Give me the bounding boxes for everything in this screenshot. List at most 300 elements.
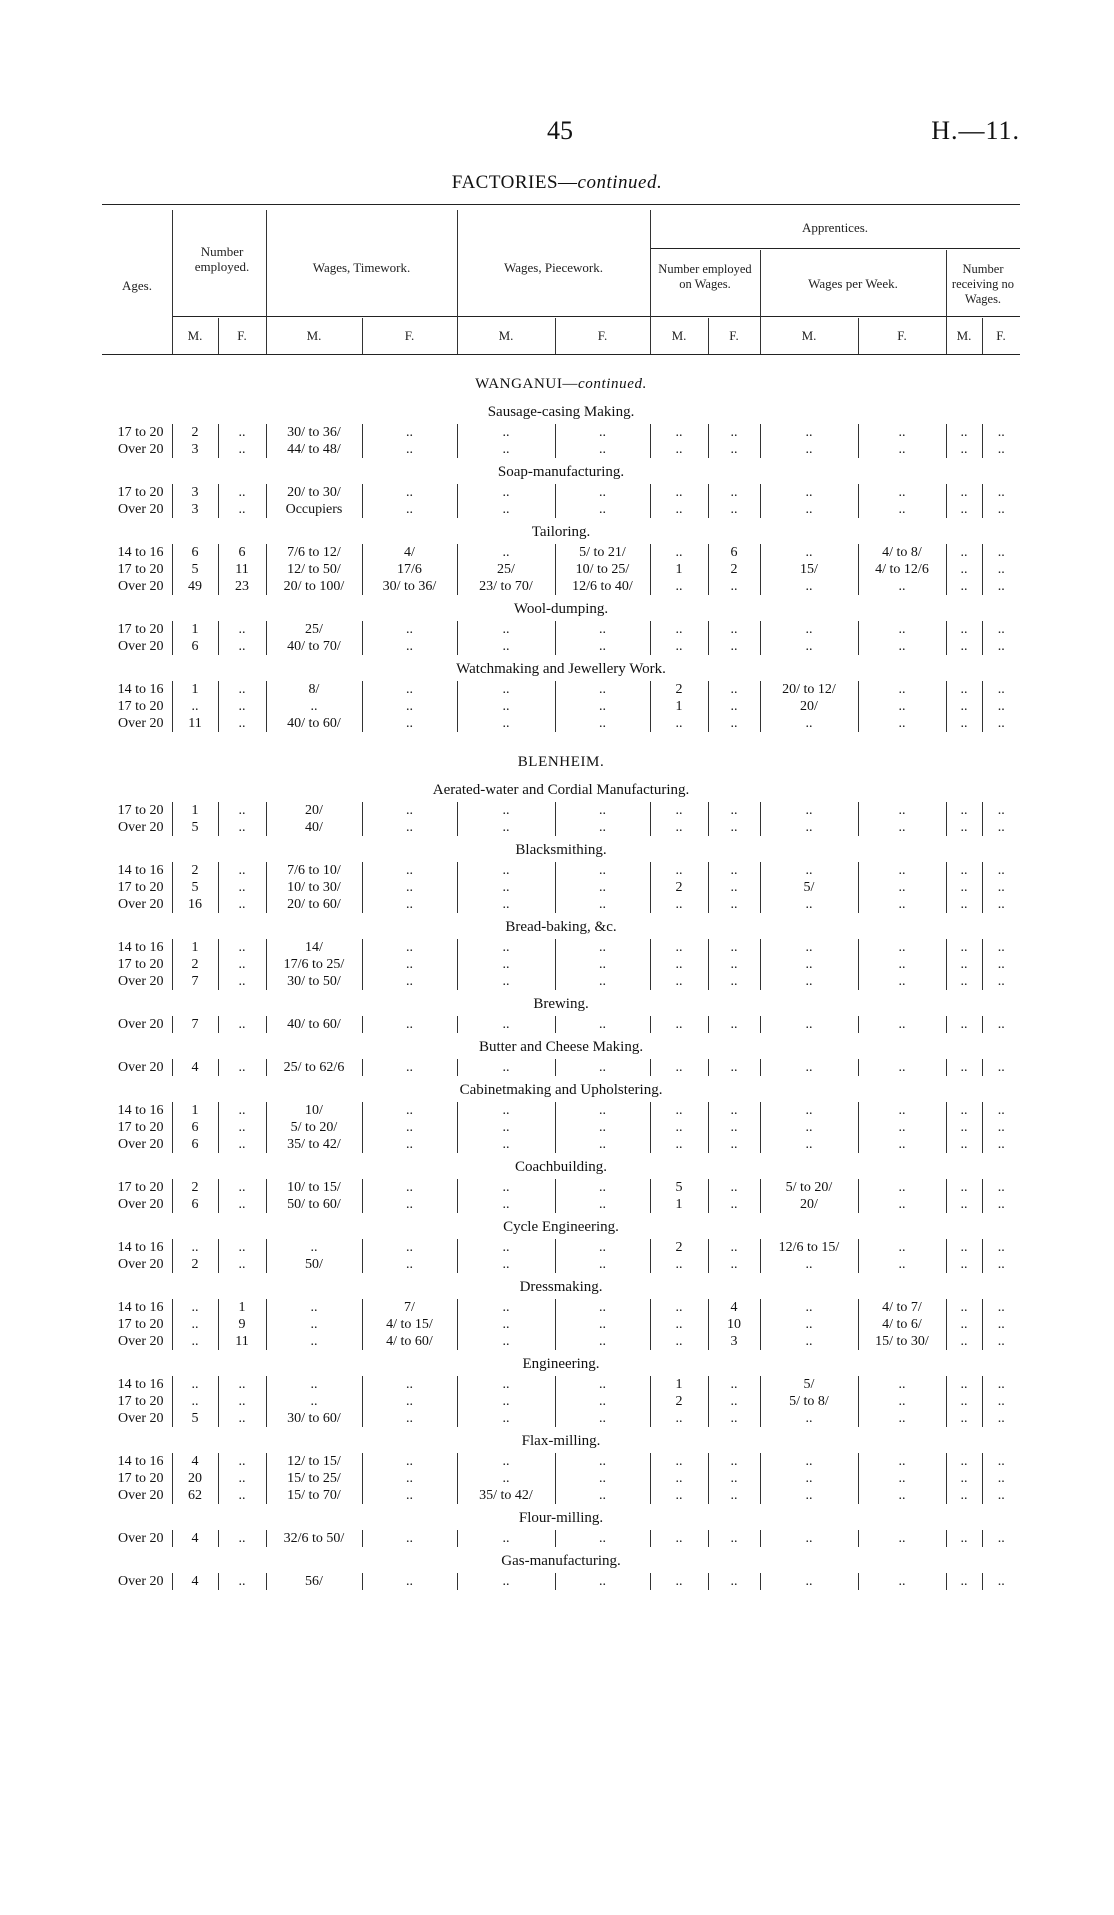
table-cell: 40/	[266, 819, 362, 836]
table-cell: ..	[650, 802, 708, 819]
industry-heading-row	[102, 1153, 1020, 1179]
header-bottom-rule	[102, 354, 1020, 355]
age-cell: 17 to 20	[117, 1471, 164, 1486]
table-cell: ..	[946, 1376, 982, 1393]
table-cell: ..	[555, 862, 650, 879]
table-cell: ..	[946, 698, 982, 715]
table-cell: ..	[760, 544, 858, 561]
table-cell: ..	[858, 802, 946, 819]
table-cell: ..	[218, 1530, 266, 1547]
table-cell: ..	[708, 1196, 760, 1213]
table-cell: ..	[650, 896, 708, 913]
table-cell: 40/ to 70/	[266, 638, 362, 655]
table-cell: ..	[982, 501, 1020, 518]
table-cell: 12/6 to 40/	[555, 578, 650, 595]
table-cell: ..	[555, 1573, 650, 1590]
table-cell: 6	[172, 544, 218, 561]
table-cell: 11	[218, 561, 266, 578]
table-cell: ..	[858, 1119, 946, 1136]
table-row	[102, 1256, 1020, 1273]
table-cell: 6	[172, 1196, 218, 1213]
header-wages-per-week: Wages per Week.	[808, 276, 898, 291]
age-cell: Over 20	[118, 1531, 164, 1546]
industry-heading: Cabinetmaking and Upholstering.	[459, 1082, 663, 1098]
table-cell: 4/ to 15/	[362, 1316, 457, 1333]
industry-heading-row	[102, 990, 1020, 1016]
table-cell: ..	[708, 441, 760, 458]
table-cell: ..	[946, 441, 982, 458]
table-cell: ..	[708, 621, 760, 638]
age-cell: Over 20	[118, 1017, 164, 1032]
table-cell: 49	[172, 578, 218, 595]
header-m: M.	[671, 328, 687, 343]
table-cell: ..	[858, 1256, 946, 1273]
table-cell: ..	[858, 424, 946, 441]
table-cell: ..	[760, 973, 858, 990]
table-cell: ..	[946, 1393, 982, 1410]
industry-heading-row	[102, 1033, 1020, 1059]
table-cell: ..	[946, 819, 982, 836]
table-cell: ..	[982, 1470, 1020, 1487]
age-cell: 17 to 20	[117, 957, 164, 972]
table-cell: ..	[650, 1119, 708, 1136]
table-cell: 10	[708, 1316, 760, 1333]
table-cell: 10/ to 25/	[555, 561, 650, 578]
table-cell: ..	[457, 621, 555, 638]
age-cell: 14 to 16	[117, 1240, 164, 1255]
table-cell: ..	[172, 1376, 218, 1393]
table-cell: ..	[218, 424, 266, 441]
table-cell: ..	[946, 484, 982, 501]
table-cell: 20/ to 60/	[266, 896, 362, 913]
table-cell: ..	[982, 1136, 1020, 1153]
table-cell: ..	[760, 1059, 858, 1076]
table-cell: 7/6 to 12/	[266, 544, 362, 561]
table-cell: ..	[760, 802, 858, 819]
table-cell: ..	[858, 681, 946, 698]
table-cell: ..	[760, 862, 858, 879]
table-cell: ..	[457, 1016, 555, 1033]
table-row	[102, 956, 1020, 973]
table-cell: ..	[362, 1573, 457, 1590]
table-cell: ..	[946, 1410, 982, 1427]
table-cell: ..	[457, 1196, 555, 1213]
table-cell: ..	[218, 441, 266, 458]
table-cell: ..	[218, 973, 266, 990]
table-row	[102, 1059, 1020, 1076]
header-wages-piecework: Wages, Piecework.	[504, 260, 603, 275]
table-row	[102, 638, 1020, 655]
table-cell: ..	[858, 1102, 946, 1119]
table-cell: ..	[266, 698, 362, 715]
age-cell: Over 20	[118, 1411, 164, 1426]
table-cell: ..	[266, 1393, 362, 1410]
table-cell: 30/ to 60/	[266, 1410, 362, 1427]
industry-heading-row	[102, 1213, 1020, 1239]
table-cell: ..	[555, 1470, 650, 1487]
table-cell: ..	[457, 1136, 555, 1153]
table-cell: ..	[858, 621, 946, 638]
table-cell: ..	[457, 819, 555, 836]
table-cell: 1	[172, 802, 218, 819]
table-cell: ..	[760, 1256, 858, 1273]
header-ages: Ages.	[122, 278, 152, 293]
table-cell: ..	[457, 1179, 555, 1196]
table-cell: ..	[555, 638, 650, 655]
age-cell: 14 to 16	[117, 1103, 164, 1118]
table-cell: ..	[982, 1179, 1020, 1196]
table-cell: ..	[555, 1316, 650, 1333]
header-number-employed: Number employed.	[194, 244, 250, 274]
table-cell: 5	[172, 879, 218, 896]
table-cell: ..	[760, 1487, 858, 1504]
table-cell: ..	[982, 802, 1020, 819]
table-cell: ..	[946, 896, 982, 913]
table-cell: ..	[555, 621, 650, 638]
table-cell: ..	[858, 879, 946, 896]
table-cell: ..	[650, 1256, 708, 1273]
table-cell: ..	[555, 1393, 650, 1410]
table-cell: ..	[982, 1410, 1020, 1427]
table-cell: ..	[218, 802, 266, 819]
table-cell: ..	[760, 578, 858, 595]
industry-heading: Dressmaking.	[519, 1279, 603, 1295]
table-cell: ..	[457, 424, 555, 441]
table-cell: ..	[457, 638, 555, 655]
header-f: F.	[237, 328, 247, 343]
table-cell: ..	[982, 973, 1020, 990]
table-cell: 2	[172, 424, 218, 441]
table-cell: ..	[982, 681, 1020, 698]
table-cell: ..	[362, 1453, 457, 1470]
table-cell: Occupiers	[266, 501, 362, 518]
table-cell: ..	[858, 1179, 946, 1196]
table-cell: ..	[362, 484, 457, 501]
table-cell: 4	[708, 1299, 760, 1316]
header-f: F.	[597, 328, 608, 343]
table-cell: ..	[650, 501, 708, 518]
table-cell: 6	[172, 638, 218, 655]
table-cell: 4	[172, 1059, 218, 1076]
table-cell: 30/ to 36/	[266, 424, 362, 441]
table-row	[102, 862, 1020, 879]
table-cell: ..	[362, 1196, 457, 1213]
table-cell: ..	[218, 956, 266, 973]
age-cell: Over 20	[118, 1334, 164, 1349]
table-cell: ..	[982, 1059, 1020, 1076]
industry-heading: Flour-milling.	[518, 1510, 604, 1526]
table-cell: ..	[650, 1487, 708, 1504]
table-row	[102, 1239, 1020, 1256]
section-heading-row	[102, 364, 1020, 398]
table-cell: ..	[362, 698, 457, 715]
table-cell: ..	[708, 939, 760, 956]
table-cell: ..	[266, 1376, 362, 1393]
table-cell: 6	[172, 1136, 218, 1153]
table-row	[102, 1393, 1020, 1410]
age-cell: 17 to 20	[117, 485, 164, 500]
table-cell: ..	[708, 501, 760, 518]
table-cell: ..	[457, 1119, 555, 1136]
table-cell: ..	[708, 802, 760, 819]
table-cell: ..	[858, 1573, 946, 1590]
table-cell: 4/	[362, 544, 457, 561]
table-cell: 62	[172, 1487, 218, 1504]
table-cell: ..	[218, 1410, 266, 1427]
table-cell: ..	[982, 1239, 1020, 1256]
industry-heading-row	[102, 655, 1020, 681]
header-m: M.	[956, 328, 972, 343]
table-cell: ..	[708, 1016, 760, 1033]
industry-heading-row	[102, 518, 1020, 544]
table-cell: ..	[760, 638, 858, 655]
table-cell: 5/ to 8/	[760, 1393, 858, 1410]
table-cell: ..	[982, 1393, 1020, 1410]
table-cell: ..	[858, 501, 946, 518]
table-cell: ..	[760, 484, 858, 501]
table-cell: ..	[858, 939, 946, 956]
table-cell: 20/ to 12/	[760, 681, 858, 698]
table-cell: ..	[650, 1016, 708, 1033]
table-cell: 12/6 to 15/	[760, 1239, 858, 1256]
table-cell: ..	[362, 1376, 457, 1393]
table-cell: ..	[760, 1333, 858, 1350]
table-cell: ..	[555, 819, 650, 836]
table-cell: 25/ to 62/6	[266, 1059, 362, 1076]
table-cell: ..	[858, 484, 946, 501]
table-cell: ..	[946, 1059, 982, 1076]
table-cell: ..	[946, 802, 982, 819]
age-cell: 14 to 16	[117, 545, 164, 560]
table-cell: ..	[362, 1059, 457, 1076]
table-cell: ..	[760, 1136, 858, 1153]
table-cell: ..	[982, 638, 1020, 655]
table-row	[102, 1333, 1020, 1350]
industry-heading: Coachbuilding.	[514, 1159, 608, 1175]
table-cell: ..	[218, 1016, 266, 1033]
table-cell: 2	[650, 879, 708, 896]
age-cell: 14 to 16	[117, 1377, 164, 1392]
table-cell: ..	[218, 1239, 266, 1256]
table-cell: ..	[760, 1453, 858, 1470]
table-cell: ..	[555, 1530, 650, 1547]
table-cell: ..	[362, 715, 457, 732]
table-row	[102, 681, 1020, 698]
table-cell: ..	[172, 1239, 218, 1256]
table-cell: ..	[982, 1376, 1020, 1393]
table-cell: ..	[362, 681, 457, 698]
table-cell: ..	[650, 1299, 708, 1316]
table-cell: ..	[946, 638, 982, 655]
table-cell: ..	[172, 1316, 218, 1333]
header-m: M.	[801, 328, 817, 343]
table-cell: ..	[760, 956, 858, 973]
table-cell: ..	[760, 1470, 858, 1487]
table-cell: ..	[708, 819, 760, 836]
table-cell: ..	[218, 1256, 266, 1273]
table-cell: 35/ to 42/	[457, 1487, 555, 1504]
table-cell: ..	[218, 1470, 266, 1487]
table-cell: ..	[982, 544, 1020, 561]
table-cell: 3	[172, 501, 218, 518]
table-cell: ..	[982, 956, 1020, 973]
table-cell: ..	[218, 1059, 266, 1076]
table-cell: 25/	[266, 621, 362, 638]
table-cell: 15/ to 30/	[858, 1333, 946, 1350]
table-cell: ..	[708, 578, 760, 595]
table-row	[102, 896, 1020, 913]
table-cell: ..	[457, 698, 555, 715]
table-cell: ..	[362, 1179, 457, 1196]
table-cell: ..	[218, 484, 266, 501]
table-cell: ..	[218, 1196, 266, 1213]
table-cell: 20/	[760, 698, 858, 715]
table-cell: 2	[172, 1179, 218, 1196]
table-cell: ..	[946, 1256, 982, 1273]
table-cell: ..	[858, 1410, 946, 1427]
table-row	[102, 1573, 1020, 1590]
age-cell: 14 to 16	[117, 940, 164, 955]
header-number-receiving-no-wages: Number receiving no Wages.	[951, 262, 1015, 306]
table-cell: ..	[708, 638, 760, 655]
table-cell: ..	[708, 1119, 760, 1136]
table-cell: ..	[362, 1470, 457, 1487]
table-cell: ..	[457, 1530, 555, 1547]
table-cell: ..	[858, 973, 946, 990]
table-cell: ..	[946, 424, 982, 441]
table-cell: ..	[362, 1410, 457, 1427]
age-cell: 14 to 16	[117, 1300, 164, 1315]
table-cell: 50/	[266, 1256, 362, 1273]
table-cell: ..	[266, 1333, 362, 1350]
table-cell: ..	[708, 681, 760, 698]
table-cell: ..	[457, 1410, 555, 1427]
table-row	[102, 484, 1020, 501]
table-cell: ..	[858, 1196, 946, 1213]
industry-heading-row	[102, 1504, 1020, 1530]
table-cell: 5	[172, 819, 218, 836]
table-cell: ..	[946, 862, 982, 879]
table-cell: ..	[982, 1119, 1020, 1136]
table-cell: ..	[946, 1333, 982, 1350]
table-cell: 32/6 to 50/	[266, 1530, 362, 1547]
table-cell: ..	[982, 1316, 1020, 1333]
header-top-rule	[102, 204, 1020, 205]
table-cell: ..	[946, 715, 982, 732]
age-cell: 17 to 20	[117, 1120, 164, 1135]
table-cell: ..	[555, 896, 650, 913]
table-cell: ..	[708, 1470, 760, 1487]
table-row	[102, 501, 1020, 518]
table-cell: 14/	[266, 939, 362, 956]
header-m: M.	[187, 328, 203, 343]
table-cell: ..	[946, 1573, 982, 1590]
age-cell: 14 to 16	[117, 863, 164, 878]
table-cell: ..	[946, 1119, 982, 1136]
table-cell: ..	[266, 1239, 362, 1256]
industry-heading: Brewing.	[533, 996, 589, 1012]
table-row	[102, 424, 1020, 441]
table-cell: 44/ to 48/	[266, 441, 362, 458]
table-row	[102, 1410, 1020, 1427]
table-cell: ..	[946, 1136, 982, 1153]
table-cell: ..	[555, 698, 650, 715]
table-cell: ..	[457, 1376, 555, 1393]
table-cell: ..	[982, 1487, 1020, 1504]
table-cell: ..	[218, 819, 266, 836]
table-cell: ..	[457, 939, 555, 956]
table-cell: ..	[946, 879, 982, 896]
table-cell: 6	[708, 544, 760, 561]
table-cell: ..	[708, 1376, 760, 1393]
table-cell: 8/	[266, 681, 362, 698]
header-f: F.	[404, 328, 415, 343]
header-f: F.	[729, 328, 739, 343]
table-cell: ..	[218, 1119, 266, 1136]
table-cell: ..	[218, 862, 266, 879]
table-cell: 2	[650, 681, 708, 698]
table-row	[102, 879, 1020, 896]
table-cell: ..	[172, 1333, 218, 1350]
table-cell: ..	[982, 1530, 1020, 1547]
table-cell: ..	[858, 441, 946, 458]
table-cell: 23	[218, 578, 266, 595]
industry-heading: Engineering.	[522, 1356, 600, 1372]
table-row	[102, 1453, 1020, 1470]
table-cell: 15/ to 70/	[266, 1487, 362, 1504]
table-cell: ..	[650, 819, 708, 836]
table-cell: ..	[555, 1119, 650, 1136]
table-cell: ..	[708, 698, 760, 715]
table-cell: ..	[218, 1393, 266, 1410]
table-cell: ..	[457, 681, 555, 698]
table-cell: ..	[650, 578, 708, 595]
industry-heading-row	[102, 1547, 1020, 1573]
table-cell: ..	[946, 939, 982, 956]
table-row	[102, 973, 1020, 990]
page-title-main: FACTORIES—	[451, 172, 578, 193]
table-cell: ..	[760, 424, 858, 441]
section-gap	[102, 732, 1020, 742]
table-cell: 4	[172, 1453, 218, 1470]
industry-heading: Wool-dumping.	[513, 601, 609, 617]
table-cell: ..	[555, 1376, 650, 1393]
table-cell: ..	[858, 1016, 946, 1033]
table-cell: 10/	[266, 1102, 362, 1119]
table-cell: ..	[708, 1256, 760, 1273]
table-cell: ..	[555, 501, 650, 518]
table-cell: ..	[172, 1299, 218, 1316]
table-cell: ..	[555, 1487, 650, 1504]
table-cell: ..	[982, 879, 1020, 896]
table-cell: ..	[555, 1136, 650, 1153]
table-cell: ..	[457, 1453, 555, 1470]
table-cell: ..	[555, 484, 650, 501]
table-cell: ..	[650, 1316, 708, 1333]
table-cell: ..	[555, 1102, 650, 1119]
header-m: M.	[498, 328, 514, 343]
table-cell: 2	[172, 1256, 218, 1273]
table-cell: 1	[650, 561, 708, 578]
table-cell: 2	[172, 862, 218, 879]
table-cell: ..	[555, 1410, 650, 1427]
table-cell: ..	[858, 1530, 946, 1547]
table-cell: 1	[650, 698, 708, 715]
table-cell: ..	[982, 561, 1020, 578]
table-row	[102, 1316, 1020, 1333]
table-cell: ..	[858, 1239, 946, 1256]
table-cell: ..	[982, 424, 1020, 441]
